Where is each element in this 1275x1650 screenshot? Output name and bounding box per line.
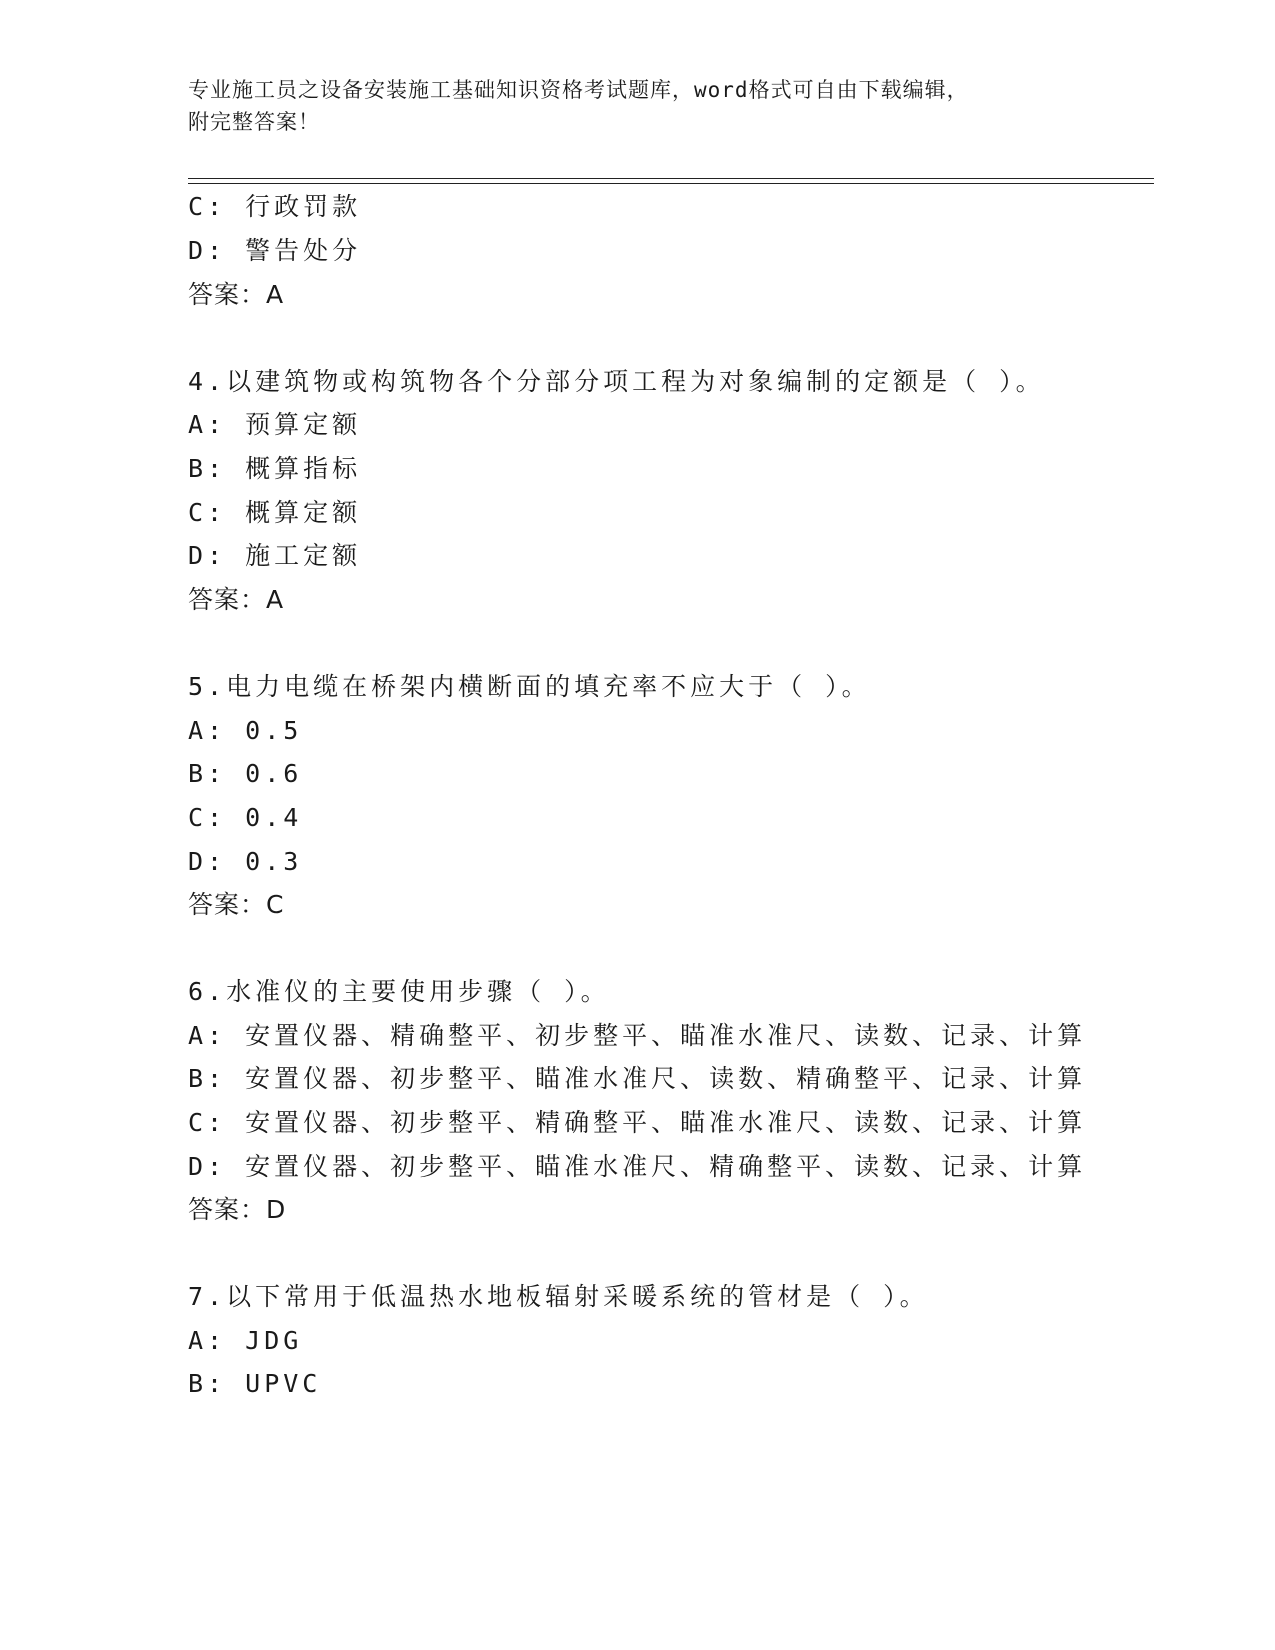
question-line: 7.以下常用于低温热水地板辐射采暖系统的管材是（ ）。 [188,1282,929,1311]
answer-line: 答案：A [188,280,285,309]
question-line: 4.以建筑物或构筑物各个分部分项工程为对象编制的定额是（ ）。 [188,367,1045,396]
option-line: D: 施工定额 [188,541,362,570]
page-header [188,74,1088,138]
option-line: C: 0.4 [188,803,303,832]
header-divider-bottom [188,183,1154,184]
answer-line: 答案：D [188,1195,287,1224]
option-line: A: 0.5 [188,716,303,745]
question-line: 5.电力电缆在桥架内横断面的填充率不应大于（ ）。 [188,672,871,701]
option-line: C: 行政罚款 [188,192,362,221]
option-line: A: JDG [188,1326,303,1355]
option-line: B: 安置仪器、初步整平、瞄准水准尺、读数、精确整平、记录、计算 [188,1064,1087,1093]
option-line: A: 预算定额 [188,410,362,439]
option-line: D: 警告处分 [188,236,362,265]
header-line-2: 附完整答案！ [188,110,320,134]
answer-line: 答案：C [188,890,285,919]
option-line: B: 0.6 [188,759,303,788]
option-line: B: UPVC [188,1369,322,1398]
option-line: C: 概算定额 [188,498,362,527]
answer-line: 答案：A [188,585,285,614]
option-line: C: 安置仪器、初步整平、精确整平、瞄准水准尺、读数、记录、计算 [188,1108,1087,1137]
header-line-1: 专业施工员之设备安装施工基础知识资格考试题库，word格式可自由下载编辑， [188,78,969,102]
question-line: 6.水准仪的主要使用步骤（ ）。 [188,977,610,1006]
header-divider-top [188,178,1154,179]
option-line: B: 概算指标 [188,454,362,483]
option-line: D: 安置仪器、初步整平、瞄准水准尺、精确整平、读数、记录、计算 [188,1152,1087,1181]
option-line: A: 安置仪器、精确整平、初步整平、瞄准水准尺、读数、记录、计算 [188,1021,1087,1050]
option-line: D: 0.3 [188,847,303,876]
